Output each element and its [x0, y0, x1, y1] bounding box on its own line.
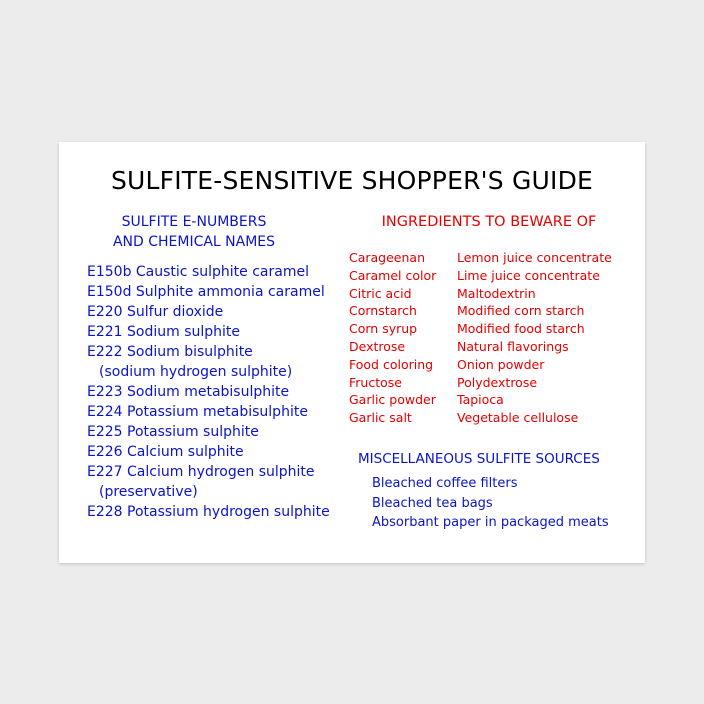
ingredient-item: Vegetable cellulose	[457, 410, 579, 426]
enumber-item-continuation: (sodium hydrogen sulphite)	[99, 364, 293, 380]
enumber-item: E226 Calcium sulphite	[87, 444, 244, 460]
enumber-item: E228 Potassium hydrogen sulphite	[87, 504, 330, 520]
enumber-item: E223 Sodium metabisulphite	[87, 384, 290, 400]
ingredient-item: Lime juice concentrate	[457, 267, 600, 283]
ingredient-item: Carageenan	[349, 250, 426, 265]
enumber-item: E150d Sulphite ammonia caramel	[87, 284, 325, 300]
ingredients-heading: INGREDIENTS TO BEWARE OF	[381, 214, 597, 230]
ingredient-item: Lemon juice concentrate	[457, 250, 612, 265]
ingredient-item: Polydextrose	[457, 374, 538, 390]
misc-item: Absorbant paper in packaged meats	[372, 515, 609, 530]
ingredient-item: Food coloring	[349, 356, 434, 372]
ingredients-column-2	[457, 249, 612, 427]
enumbers-heading-line1: SULFITE E-NUMBERS	[121, 214, 267, 230]
ingredient-item: Citric acid	[349, 285, 412, 301]
ingredient-item: Tapioca	[457, 392, 504, 408]
ingredient-item: Corn syrup	[349, 321, 418, 337]
enumber-item: E220 Sulfur dioxide	[87, 304, 224, 320]
enumber-item: E224 Potassium metabisulphite	[87, 404, 308, 420]
ingredients-column-1	[349, 249, 457, 427]
enumbers-heading-line2: AND CHEMICAL NAMES	[112, 234, 276, 250]
misc-item: Bleached tea bags	[372, 495, 493, 511]
ingredients-columns	[349, 249, 612, 427]
ingredient-item: Modified food starch	[457, 321, 585, 337]
enumber-item-continuation: (preservative)	[99, 484, 198, 500]
ingredient-item: Maltodextrin	[457, 285, 536, 301]
enumber-item: E222 Sodium bisulphite	[87, 344, 253, 360]
ingredient-item: Dextrose	[349, 338, 406, 354]
ingredient-item: Cornstarch	[349, 303, 417, 319]
enumber-item: E225 Potassium sulphite	[87, 424, 259, 440]
enumber-item: E221 Sodium sulphite	[87, 324, 241, 340]
guide-card	[59, 142, 645, 563]
ingredient-item: Fructose	[349, 374, 402, 390]
ingredient-item: Caramel color	[349, 267, 437, 283]
misc-item: Bleached coffee filters	[372, 476, 518, 491]
ingredient-item: Garlic salt	[349, 410, 412, 426]
ingredient-item: Garlic powder	[349, 392, 436, 408]
misc-list	[372, 474, 609, 533]
misc-heading: MISCELLANEOUS SULFITE SOURCES	[358, 451, 600, 467]
ingredient-item: Natural flavorings	[457, 338, 569, 354]
enumbers-heading	[89, 212, 299, 252]
guide-title: SULFITE-SENSITIVE SHOPPER'S GUIDE	[110, 166, 594, 195]
enumbers-list	[87, 262, 330, 522]
ingredient-item: Modified corn starch	[457, 303, 585, 319]
ingredient-item: Onion powder	[457, 356, 545, 372]
enumber-item: E150b Caustic sulphite caramel	[87, 264, 309, 280]
enumber-item: E227 Calcium hydrogen sulphite	[87, 464, 315, 480]
